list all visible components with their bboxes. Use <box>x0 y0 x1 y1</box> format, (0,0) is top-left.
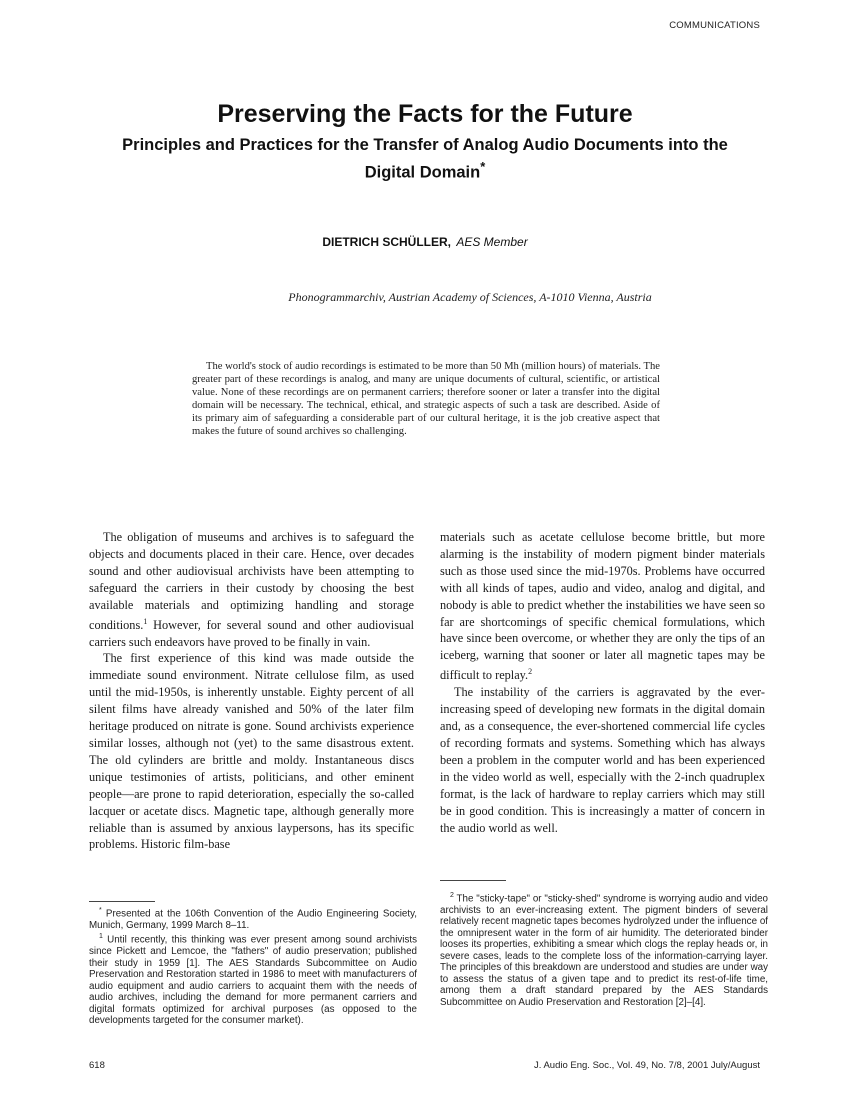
paper-title: Preserving the Facts for the Future <box>217 100 633 128</box>
footnote-1 <box>89 931 417 1026</box>
paper-subtitle <box>110 134 740 184</box>
body-column-left <box>89 529 414 853</box>
paragraph: The first experience of this kind was made outside the immediate sound environment. Nitrate cellulose film, as used until the mid-1950s, is inherently unstable. Eighty percent of all silent films have already vanished and 50% of the later film heritage produced on nitrate is gone. Sound archivists experience similar losses, although not (yet) to the same disastrous extent. The old cylinders are brittle and moldy. Instantaneous discs unique testimonies of artists, politicians, and other eminent people—are prone to rapid deterioration, especially the so-called lacquer or acetate discs. Magnetic tape, although generally more reliable than is assumed by anxious laypersons, has its specific problems. Historic film-base <box>89 651 414 852</box>
abstract: The world's stock of audio recordings is estimated to be more than 50 Mh (million hours) of materials. The greater part of these recordings is analog, and many are unique documents of cultural, scientific, or artistical value. None of these recordings are on permanent carriers; therefore sooner or later a transfer into the digital domain will be necessary. The technical, ethical, and strategic aspects of such a task are described. Aside of its primary aim of safeguarding a considerable part of our cultural heritage, it is the job creative aspect that makes the future of sound archives so challenging. <box>192 361 660 438</box>
footnote-rule-right <box>440 880 506 881</box>
subtitle-text: Principles and Practices for the Transfer of Analog Audio Documents into the Digital Domain <box>122 136 728 182</box>
paragraph <box>440 529 765 684</box>
paragraph: The instability of the carriers is aggravated by the ever-increasing speed of developing new formats in the digital domain and, as a consequence, the ever-shortened commercial life cycles of recording formats and systems. Something which has always been a problem in the computer world and has been experienced in the video world as well, especially with the 2-inch quadruplex format, is the lack of hardware to replay carriers which may still be in good condition. This is increasingly a matter of concern in the audio world as well. <box>440 685 765 835</box>
footnote-2 <box>440 890 768 1008</box>
footnote-star <box>89 905 417 931</box>
footnote-mark: 2 <box>450 892 454 899</box>
journal-citation: J. Audio Eng. Soc., Vol. 49, No. 7/8, 2001 July/August <box>533 1060 760 1071</box>
footnote-ref: 2 <box>528 667 533 677</box>
paragraph-text: materials such as acetate cellulose become brittle, but more alarming is the instability of modern pigment binder materials such as those used since the mid-1970s. Problems have occurred with all kinds of tapes, audio and video, analog and digital, and nobody is able to predict whether the instabilities we have seen so far are shortcomings of specific chemical formulations, which have since been overcome, or whether they are only the tips of an iceberg, warning that sooner or later all magnetic tapes may be difficult to replay. <box>440 530 765 683</box>
body-column-right <box>440 529 765 836</box>
paragraph <box>89 529 414 650</box>
subtitle-footnote-mark: * <box>480 159 486 174</box>
paragraph-text: However, for several sound and other audiovisual carriers such endeavors have proved to be finally in vain. <box>89 617 414 649</box>
footnote-mark: * <box>99 907 102 914</box>
footnote-rule-left <box>89 901 155 902</box>
affiliation: Phonogrammarchiv, Austrian Academy of Sciences, A-1010 Vienna, Austria <box>288 290 652 304</box>
footnotes-left <box>89 905 417 1027</box>
page-number: 618 <box>89 1060 105 1071</box>
footnote-text: Presented at the 106th Convention of the Audio Engineering Society, Munich, Germany, 1999 March 8–11. <box>89 908 417 931</box>
paragraph-text: The obligation of museums and archives is to safeguard the objects and documents placed in their care. Hence, over decades sound and other audiovisual archivists have been attempting to safeguard the carriers in their custody by choosing the best available materials and optimizing handling and storage conditions. <box>89 530 414 632</box>
footnote-mark: 1 <box>99 933 103 941</box>
author-membership: AES Member <box>456 235 528 249</box>
section-header: COMMUNICATIONS <box>669 20 760 31</box>
footnote-text: The "sticky-tape" or "sticky-shed" syndrome is worrying audio and video archivists to an ever-increasing extent. The pigment binders of several relatively recent magnetic tapes becomes hydrolyzed under the influence of the omnipresent water in the form of air humidity. The deteriorated binder looses its properties, exhibiting a smear which clogs the replay heads or, in severe cases, leads to the complete loss of the information-carrying layer. The principles of this breakdown are understood and studies are under way to assess the status of a given tape and to predict its rest-of-life time, among them a draft standard prepared by the AES Standards Subcommittee on Audio Preservation and Restoration [2]–[4]. <box>440 893 768 1008</box>
footnote-text: Until recently, this thinking was ever present among sound archivists since Pickett and Lemcoe, the "fathers" of audio preservation; published their study in 1959 [1]. The AES Standards Subcommittee on Audio Preservation and Restoration started in 1986 to meet with manufacturers of audio equipment and audio carriers to acquaint them with the needs of audio archives, including the demand for more permanent carriers and digital formats optimized for archival purposes (as opposed to the developments targeted for the consumer market). <box>89 934 417 1027</box>
footnote-ref: 1 <box>143 616 148 626</box>
author-name: DIETRICH SCHÜLLER, <box>322 235 451 249</box>
author-line <box>0 235 850 249</box>
footnotes-right <box>440 890 768 1008</box>
